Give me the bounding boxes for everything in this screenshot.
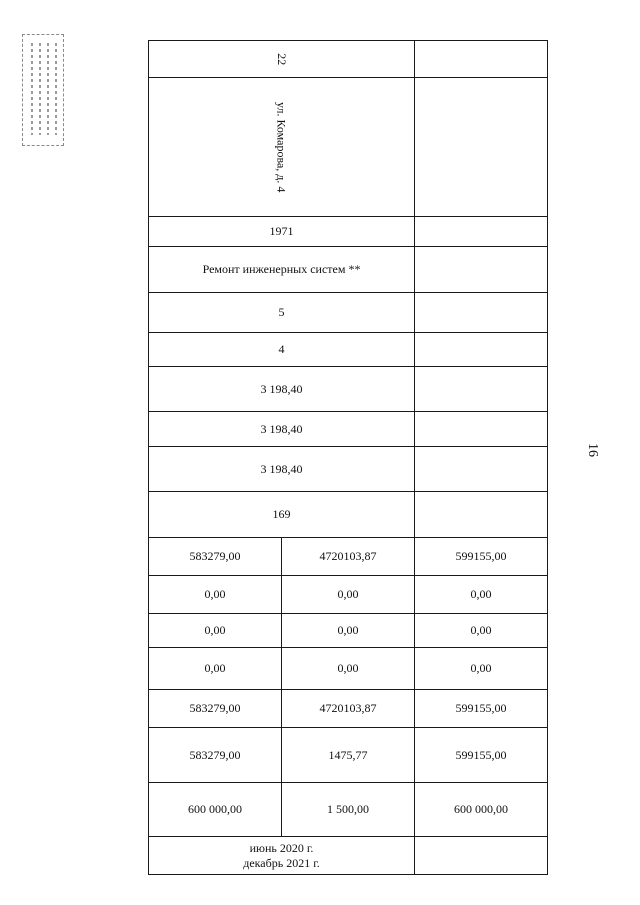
- grid-cell: 0,00: [149, 648, 282, 690]
- table-row: [149, 576, 548, 614]
- year-cell: 1971: [149, 217, 415, 247]
- grid-cell: 4720103,87: [282, 538, 415, 576]
- table-row: [149, 412, 548, 447]
- grid-cell: 583279,00: [149, 538, 282, 576]
- empty-cell: [415, 333, 548, 367]
- grid-cell: 599155,00: [415, 690, 548, 728]
- table-row: [149, 783, 548, 837]
- address-text: ул. Комарова, д. 4: [274, 101, 289, 193]
- empty-cell: [415, 447, 548, 492]
- empty-cell: [415, 217, 548, 247]
- empty-cell: [415, 412, 548, 447]
- table-row: [149, 41, 548, 78]
- empty-cell: [415, 492, 548, 538]
- stamp-icon: [22, 34, 64, 146]
- grid-cell: 0,00: [149, 614, 282, 648]
- grid-cell: 583279,00: [149, 690, 282, 728]
- period-start: июнь 2020 г.: [249, 841, 314, 856]
- grid-cell: 599155,00: [415, 538, 548, 576]
- grid-cell: 600 000,00: [149, 783, 282, 837]
- address-cell: [149, 78, 415, 217]
- period-end: декабрь 2021 г.: [243, 855, 320, 870]
- grid-cell: 1 500,00: [282, 783, 415, 837]
- table-row: [149, 293, 548, 333]
- empty-cell: [415, 247, 548, 293]
- count-cell: 169: [149, 492, 415, 538]
- grid-cell: 0,00: [415, 648, 548, 690]
- grid-cell: 583279,00: [149, 728, 282, 783]
- table-row: [149, 247, 548, 293]
- area-cell: 3 198,40: [149, 367, 415, 412]
- area-cell: 3 198,40: [149, 412, 415, 447]
- data-table: [148, 40, 548, 875]
- value-cell: 4: [149, 333, 415, 367]
- work-type-cell: Ремонт инженерных систем **: [149, 247, 415, 293]
- table-row: [149, 447, 548, 492]
- table-row: [149, 217, 548, 247]
- value-cell: 5: [149, 293, 415, 333]
- empty-cell: [415, 41, 548, 78]
- grid-cell: 4720103,87: [282, 690, 415, 728]
- table-row: [149, 333, 548, 367]
- table-row: [149, 648, 548, 690]
- empty-cell: [415, 367, 548, 412]
- header-number-cell: [149, 41, 415, 78]
- period-cell: [149, 837, 415, 875]
- table-row: [149, 367, 548, 412]
- grid-cell: 599155,00: [415, 728, 548, 783]
- grid-cell: 600 000,00: [415, 783, 548, 837]
- grid-cell: 0,00: [415, 576, 548, 614]
- table-row: [149, 538, 548, 576]
- table-row: [149, 837, 548, 875]
- header-number: 22: [274, 52, 289, 65]
- grid-cell: 0,00: [415, 614, 548, 648]
- empty-cell: [415, 78, 548, 217]
- area-cell: 3 198,40: [149, 447, 415, 492]
- table-row: [149, 492, 548, 538]
- table-row: [149, 78, 548, 217]
- grid-cell: 0,00: [149, 576, 282, 614]
- empty-cell: [415, 293, 548, 333]
- table-row: [149, 690, 548, 728]
- grid-cell: 1475,77: [282, 728, 415, 783]
- table-row: [149, 614, 548, 648]
- empty-cell: [415, 837, 548, 875]
- grid-cell: 0,00: [282, 576, 415, 614]
- table-row: [149, 728, 548, 783]
- grid-cell: 0,00: [282, 614, 415, 648]
- page-number: 16: [585, 443, 600, 457]
- grid-cell: 0,00: [282, 648, 415, 690]
